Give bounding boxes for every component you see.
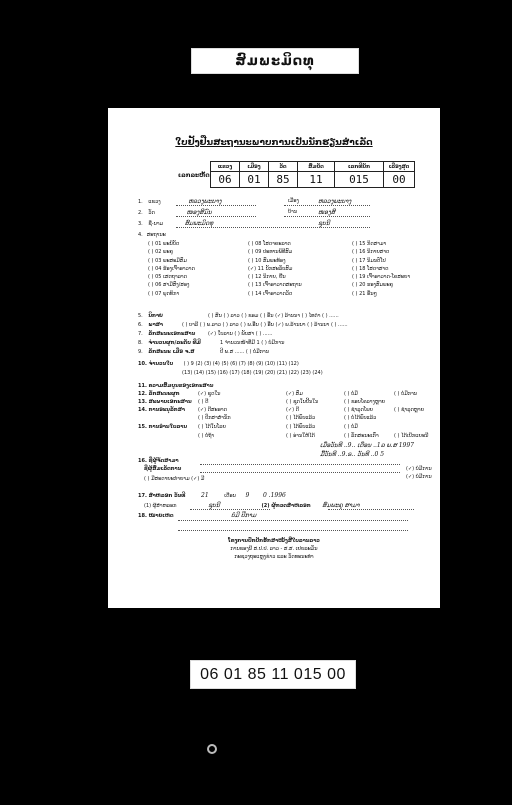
section-18: 18. ໝາຍເຫດ ບໍ່ມີ ປີກາມ (138, 512, 257, 519)
dotted-line (178, 520, 408, 521)
row-language: 6. ພາສາ ( ) ບາລີ ( ) ພ.ລາວ ( ) ລາວ ( ) ພ.ອື່ນ ( ) ອື່ນ (✓) ພ.ລ້ານນາ ( ) ລ້ານນາ ( ) ...... (138, 322, 348, 328)
code-header: ເມືອງ (240, 162, 269, 172)
opt[interactable]: ( ) ຂອບໂຄລາງຫຼາຍ (344, 399, 386, 405)
opt[interactable]: ( ) ໄດ້ພົບແລ້ວ (286, 424, 316, 430)
copy-checker: ສົມພະຄູ ສາມາ (322, 502, 360, 509)
code-value-row (211, 172, 415, 188)
status-option[interactable]: ( ) 09 ປະທານພິທີສົມ (248, 249, 293, 256)
status-col-3 (352, 240, 410, 298)
status-option[interactable]: ( ) 08 ໂສດາຄະລາດ (248, 241, 291, 247)
opt[interactable]: ( ) ດີ (198, 399, 209, 405)
opt[interactable]: ( ) ໄດ້ເບີກແຍະນີ (394, 433, 429, 439)
code-value: 11 (298, 172, 335, 188)
name-value-2: ຊຸບນີ (318, 220, 330, 227)
form-title: ໃບຢັ້ງຢືນສະຖານະພາບການເປັນນັກຮຽນສໍາເລັດ (175, 138, 373, 148)
dotted-line (176, 205, 256, 206)
section-4-label: 4. ສະຖານະ (138, 232, 166, 238)
status-option[interactable]: ( ) 02 ພະຄູ (148, 249, 174, 256)
opt[interactable]: ( ) ບໍ່ໄດ້ພົບແລ້ວ (344, 415, 377, 421)
dotted-line (176, 227, 370, 228)
status-col-1 (148, 240, 195, 298)
status-option[interactable]: ( ) 01 ພະນິບັດ (148, 241, 180, 247)
opt[interactable]: ( ) ປຶກສາສຳນັກ (198, 415, 231, 421)
code-header: ວັດ (269, 162, 298, 172)
remark-value: ບໍ່ມີ ປີກາມ (231, 512, 257, 519)
status-option[interactable]: ( ) 16 ນິກາຍສາດ (352, 249, 390, 256)
opt[interactable]: ( ) ໄດ້ໃນໂລຍ (198, 424, 226, 430)
dotted-line (284, 216, 370, 217)
row-sect: 5. ນິກາຍ ( ) ສິນ ( ) ລາວ ( ) ຂອມ ( ) ອື່ນ (✓) ລ້ານນາ ( ) ໄທດຳ ( ) ...... (138, 313, 339, 319)
code-header: ແຂວງ (211, 162, 240, 172)
opt[interactable]: (✓) ບໍ່ມີການ (406, 474, 432, 480)
footer-line: ກະຊວງຖະແຫຼງຂ່າວ ແລະ ວັດທະນະທຳ (234, 554, 314, 560)
code-value: 01 (240, 172, 269, 188)
field-temple: 2. ວັດ ໜອງສີມົນ ບ້ານ ໜອງສີ (138, 209, 336, 216)
section-15: 15. ການອ່ານໃບລານ (138, 424, 187, 430)
read-date: ເມື່ອວັນທີ ..9.. ເດືອນ ..1ລ ພ.ສ 1997 (320, 442, 414, 449)
opt[interactable]: (✓) ດີສະອາດ (198, 407, 227, 413)
dotted-line (176, 216, 256, 217)
copy-person: ຊຸບນີ (208, 502, 220, 509)
status-option[interactable]: ( ) 14 ເຈົ້າອາວາດວັດ (248, 290, 293, 297)
code-header: ເລກທີນັກ (335, 162, 384, 172)
opt[interactable]: ( ) ໄດ້ພົບແລ້ວ (286, 415, 316, 421)
status-option[interactable]: ( ) 06 ສາມີສົງ/ສອງ (148, 282, 190, 289)
row-numbers-2: (13) (14) (15) (16) (17) (18) (19) (20) (21) (22) (23) (24) (182, 370, 323, 376)
status-option[interactable]: ( ) 07 ພຸດທິກາ (148, 290, 180, 297)
code-value: 00 (384, 172, 415, 188)
status-option[interactable]: (✓) 11 ນັກສະລັບສົມ (248, 265, 293, 272)
district-value: ຫລວງພະບາງ (318, 198, 352, 205)
dotted-line (178, 530, 408, 531)
code-value: 06 (211, 172, 240, 188)
copy-day: 21 (201, 492, 209, 499)
opt[interactable]: ( ) ບໍ່ມີ (344, 424, 358, 430)
section-12: 12. ລັກສະນະຜູກ (138, 391, 180, 397)
copy-person-row: (1) ຜູ້ສຳຫລອກ ຊຸບນີ (2) ຜູ້ກວດສຳຫລອກ ສົມພະຄູ ສາມາ (144, 502, 360, 509)
footer-line: ການຂອງນີ ສ.ປ.ປ. ລາວ - ສ.ສ. ເຢຍລະມັນ (230, 546, 318, 552)
opt[interactable]: ( ) ບໍ່ຖ້າ (198, 433, 215, 439)
row-count: 8. ຈຳນວນຜູກ/ລະດັບ ທີ່ມີ 1 ຈຳນວນໜ້າທີ່ມີ 1 ( ) ບໍ່ມີການ (138, 340, 285, 346)
code-value: 015 (335, 172, 384, 188)
manuscript-form-scan (108, 108, 440, 608)
row-material: 7. ລັກສະນະເອກະສານ (✓) ໃບລານ ( ) ພັບສາ ( ) ...... (138, 331, 273, 337)
opt[interactable]: ( ) ບໍ່ມີ (344, 391, 358, 397)
status-option[interactable]: ( ) 20 ຮອງສົມພະຄູ (352, 282, 394, 289)
opt[interactable]: ( ) ຊຳລຸດໂພຍ (344, 407, 373, 413)
row-date: 9. ລັກສະນະ ເມື່ອ ຈ.ສ ປີ ພ.ສ ...... ( ) ບໍ່ມີການ (138, 349, 269, 355)
code-label: ເລກລະຫັດ (178, 172, 210, 179)
section-13: 13. ສະພາບເອກະສານ (138, 399, 192, 405)
dotted-line (200, 464, 400, 465)
opt[interactable]: ( ) ລັກສະນະເກົ່າ (344, 433, 379, 439)
status-option[interactable]: ( ) 04 ຮ້ອງເຈົ້າອາວາດ (148, 265, 195, 272)
village-value: ໜອງສີ (318, 209, 336, 216)
opt[interactable]: (✓) ສົມ (286, 391, 303, 397)
opt[interactable]: (✓) ຊຸດໃນ (198, 391, 221, 397)
code-table (210, 161, 415, 188)
dotted-line (200, 472, 400, 473)
field-province: 1. ແຂວງ ຫລວງພະບາງ ເມືອງ ຫລວງພະບາງ (138, 198, 352, 205)
section-17: 17. ສຳຫລອກ ວັນທີ 21 ເດືອນ 9 0 .1996 (138, 492, 286, 499)
temple-value: ໜອງສີມົນ (186, 209, 212, 216)
code-value: 85 (269, 172, 298, 188)
status-option[interactable]: ( ) 12 ນິກາຍ, ຢີ້ນ (248, 274, 286, 281)
bottom-number: 06 01 85 11 015 00 (190, 660, 356, 689)
opt[interactable]: (✓) ບໍ່ມີການ (406, 466, 432, 472)
status-option[interactable]: ( ) 10 ສົມພະທ້ອງ (248, 257, 286, 264)
status-option[interactable]: ( ) 21 ອື່ນໆ (352, 290, 377, 297)
dotted-line (284, 205, 370, 206)
dotted-line (328, 509, 414, 510)
opt[interactable]: ( ) ຊຳລຸດຫຼາຍ (394, 407, 425, 413)
status-option[interactable]: ( ) 17 ນິມນຕ໌ໂປ (352, 257, 386, 264)
read-date-2: ມື້ວັນທີ ..9.ຣ.. ວັນທີ ..0 5 (320, 451, 385, 458)
status-option[interactable]: ( ) 03 ພະສະມີສົມ (148, 257, 187, 264)
code-header-row (211, 162, 415, 172)
copy-month: 9 (245, 492, 250, 499)
status-option[interactable]: ( ) 18 ໂສດາສາດ (352, 265, 389, 272)
code-header: ສົມບັດ (298, 162, 335, 172)
row-numbers: 10. ຈຳນວນໃບ ( ) 9 (2) (3) (4) (5) (6) (7) (8) (9) (10) (11) (12) (138, 361, 299, 367)
opt[interactable]: ( ) ບໍ່ມີການ (394, 391, 418, 397)
province-value: ຫລວງພະບາງ (188, 198, 222, 205)
seal-icon (207, 744, 217, 754)
header-title: ສົມພະມິດທຸ (191, 48, 359, 74)
status-col-2 (248, 240, 302, 298)
section-16: 16. ຊື່ຜູ້ຈັດສາມາ (138, 458, 179, 464)
dotted-line (190, 509, 270, 510)
opt[interactable]: ( ) ຊຸດໃນປີ້ນໃນ (286, 399, 319, 405)
section-14: 14. ການອະນຸລັກສາ (138, 407, 185, 413)
copy-year: 0 .1996 (262, 492, 286, 499)
field-name: 3. ຊື່-ນາມ ສົມພະມິດທຸ ຊຸບນີ (138, 220, 330, 227)
code-header: ເລືອງສຸດ (384, 162, 415, 172)
name-value: ສົມພະມິດທຸ (184, 220, 214, 227)
opt[interactable]: ( ) ອ່ານໃຫ້ໄດ້ (286, 433, 315, 439)
status-option[interactable]: ( ) 19 ເຈົ້າອາວາດ-ໂຄສະຍາ (352, 274, 411, 281)
status-option[interactable]: ( ) 15 ກິດສາມາ (352, 241, 387, 247)
section-16b: ຊື່ຜູ້ສົມເລັດການ (144, 466, 182, 472)
status-option[interactable]: ( ) 05 ເສດຖາລາດ (148, 274, 187, 281)
section-11: 11. ຄວາມສົມບູນຂອງເອກະສານ (138, 383, 214, 389)
footer-line: ໂຄງການປົກປັກຮັກສາໜັງສືໃບລານລາວ (228, 538, 320, 544)
section-16c[interactable]: ( ) ມີສະດາຍະກຳຍາມ (✓) ມີ (144, 476, 205, 482)
opt[interactable]: (✓) ດີ (286, 407, 300, 413)
status-option[interactable]: ( ) 13 ເຈົ້າອາວາດສະຖານ (248, 282, 302, 289)
